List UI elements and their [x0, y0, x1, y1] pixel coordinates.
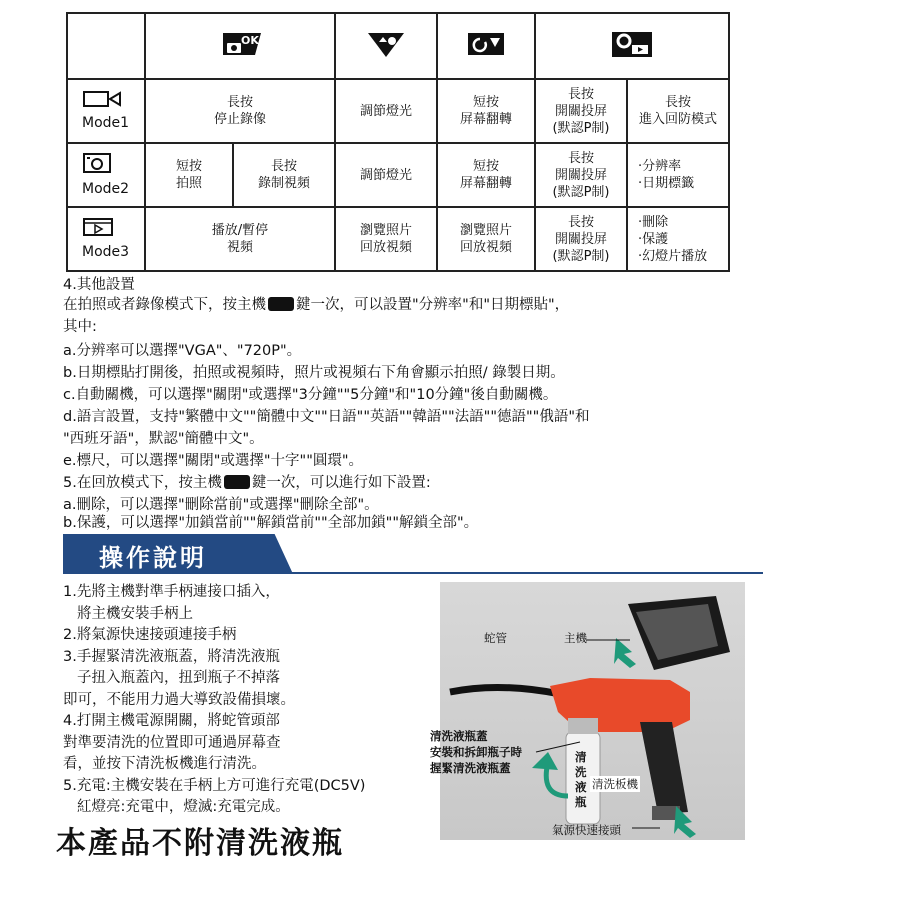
label-hose: 蛇管 — [484, 631, 507, 645]
settings-playback-icon — [610, 29, 654, 64]
mode1-rotate-text: 短按 屏幕翻轉 — [459, 95, 512, 127]
mode1-cast-text: 長按 開關投屏 (默認P制) — [552, 86, 610, 136]
header-settings-cell — [535, 13, 729, 79]
section-title: 操作說明 — [99, 544, 207, 572]
settings-line-1a: 在拍照或者錄像模式下，按主機 — [63, 297, 266, 313]
mode2-light-cell — [335, 143, 437, 207]
op-line: 紅燈亮:充電中，燈滅:充電完成。 — [77, 799, 290, 815]
mode3-rotate-text: 瀏覽照片 回放視頻 — [459, 223, 512, 255]
header-blank-cell — [67, 13, 145, 79]
mode1-cast-cell — [535, 79, 627, 143]
rotate-screen-icon — [466, 29, 506, 64]
camera-ok-icon — [217, 29, 263, 64]
op-line: 3.手握緊清洗液瓶蓋，將清洗液瓶 — [63, 648, 280, 665]
label-cap-2: 安裝和拆卸瓶子時 — [430, 745, 522, 759]
settings-line-10: a.刪除，可以選擇"刪除當前"或選擇"刪除全部"。 — [63, 497, 379, 513]
mode2-long-text: 長按 錄制視頻 — [257, 159, 310, 191]
settings-line-2: 其中: — [63, 319, 97, 335]
settings-line-4: b.日期標貼打開後，拍照或視頻時，照片或視頻右下角會顯示拍照/ 錄製日期。 — [63, 365, 565, 381]
mode1-light-cell — [335, 79, 437, 143]
mode3-light-cell — [335, 207, 437, 271]
table-header-row — [67, 13, 729, 79]
op-line: 5.充電:主機安裝在手柄上方可進行充電(DC5V) — [63, 777, 366, 794]
mode2-rotate-cell — [437, 143, 535, 207]
mode2-row — [67, 143, 729, 207]
mode2-short-cell — [145, 143, 233, 207]
mode3-label-cell — [67, 207, 145, 271]
mode1-ok-cell — [145, 79, 335, 143]
mode1-row — [67, 79, 729, 143]
arrow-icon — [614, 638, 636, 668]
op-line: 對準要清洗的位置即可通過屏幕查 — [63, 734, 281, 751]
mode3-ok-cell — [145, 207, 335, 271]
label-cap-1: 清洗液瓶蓋 — [430, 729, 488, 743]
mode3-settings-cell — [627, 207, 729, 271]
hose-icon — [450, 687, 560, 694]
mode3-settings-text: ·刪除 ·保護 ·幻燈片播放 — [638, 214, 708, 264]
mode3-ok-text: 播放/暫停 視頻 — [211, 223, 269, 255]
mode2-settings-text: ·分辨率 ·日期標籤 — [638, 159, 695, 191]
mode3-rotate-cell — [437, 207, 535, 271]
header-light-cell — [335, 13, 437, 79]
op-line: 1.先將主機對準手柄連接口插入， — [63, 584, 280, 600]
photo-camera-icon — [82, 152, 112, 174]
mode1-label-cell — [67, 79, 145, 143]
header-ok-cell — [145, 13, 335, 79]
settings-line-9a: 5.在回放模式下，按主機 — [63, 475, 222, 491]
mode2-settings-cell — [627, 143, 729, 207]
video-camera-icon — [82, 90, 122, 108]
mode3-cast-text: 長按 開關投屏 (默認P制) — [552, 214, 610, 264]
mode2-light-text: 調節燈光 — [359, 167, 412, 183]
settings-line-8: e.標尺，可以選擇"關閉"或選擇"十字""圓環"。 — [63, 453, 364, 469]
mode3-label: Mode3 — [82, 244, 130, 260]
header-rotate-cell — [437, 13, 535, 79]
op-line: 4.打開主機電源開關，將蛇管頭部 — [63, 713, 280, 729]
mode2-cast-cell — [535, 143, 627, 207]
mode2-cast-text: 長按 開關投屏 (默認P制) — [552, 150, 610, 200]
mode1-settings-cell — [627, 79, 729, 143]
label-cap-3: 握緊清洗液瓶蓋 — [430, 761, 511, 775]
op-line: 看，並按下清洗板機進行清洗。 — [63, 756, 266, 772]
section-banner — [63, 534, 763, 574]
mode-function-table — [66, 12, 730, 272]
op-line: 2.將氣源快速接頭連接手柄 — [63, 627, 237, 643]
settings-line-1b: 鍵一次，可以設置"分辨率"和"日期標貼"， — [296, 297, 570, 313]
label-host: 主機 — [564, 631, 587, 645]
label-air: 氣源快速接頭 — [552, 823, 621, 837]
settings-line-3: a.分辨率可以選擇"VGA"、"720P"。 — [63, 343, 302, 359]
mode1-rotate-cell — [437, 79, 535, 143]
settings-line-7: "西班牙語"，默認"簡體中文"。 — [63, 431, 264, 447]
mode3-row — [67, 207, 729, 271]
ok-text: OK — [241, 33, 259, 47]
mode1-light-text: 調節燈光 — [359, 103, 412, 119]
mode2-label-cell — [67, 143, 145, 207]
host-monitor-icon — [628, 596, 730, 670]
light-up-icon — [366, 29, 406, 64]
mode2-long-cell — [233, 143, 335, 207]
mode3-cast-cell — [535, 207, 627, 271]
mode3-light-text: 瀏覽照片 回放視頻 — [359, 223, 412, 255]
mode2-short-text: 短按 拍照 — [175, 159, 202, 191]
settings-heading: 4.其他設置 — [63, 277, 135, 293]
mode2-label: Mode2 — [82, 181, 130, 197]
label-trigger: 清洗板機 — [592, 777, 638, 791]
notice-text: 本產品不附清洗液瓶 — [56, 826, 344, 861]
mode1-label: Mode1 — [82, 115, 130, 131]
settings-line-11: b.保護，可以選擇"加鎖當前""解鎖當前""全部加鎖""解鎖全部"。 — [63, 515, 479, 531]
banner-rule — [63, 572, 763, 574]
operation-steps — [63, 582, 365, 819]
playback-key-icon — [224, 475, 250, 489]
product-photo — [430, 582, 745, 840]
settings-line-9b: 鍵一次，可以進行如下設置: — [251, 475, 431, 491]
mode1-settings-text: 長按 進入回防模式 — [638, 95, 717, 127]
op-line: 子扭入瓶蓋內，扭到瓶子不掉落 — [77, 670, 280, 686]
playback-icon — [82, 217, 114, 237]
mode2-rotate-text: 短按 屏幕翻轉 — [459, 159, 512, 191]
settings-key-icon — [268, 297, 294, 311]
settings-line-9 — [63, 474, 431, 494]
op-line: 即可，不能用力過大導致設備損壞。 — [63, 691, 295, 708]
mode1-ok-text: 長按 停止錄像 — [213, 95, 266, 127]
product-illustration — [440, 582, 745, 840]
label-bottle: 清 洗 液 瓶 — [575, 750, 587, 809]
op-line: 將主機安裝手柄上 — [77, 605, 193, 622]
settings-line-5: c.自動關機，可以選擇"關閉"或選擇"3分鐘""5分鐘"和"10分鐘"後自動關機。 — [63, 387, 558, 403]
settings-line-1 — [63, 296, 569, 316]
settings-line-6: d.語言設置，支持"繁體中文""簡體中文""日語""英語""韓語""法語""德語""俄語"和 — [63, 409, 590, 425]
